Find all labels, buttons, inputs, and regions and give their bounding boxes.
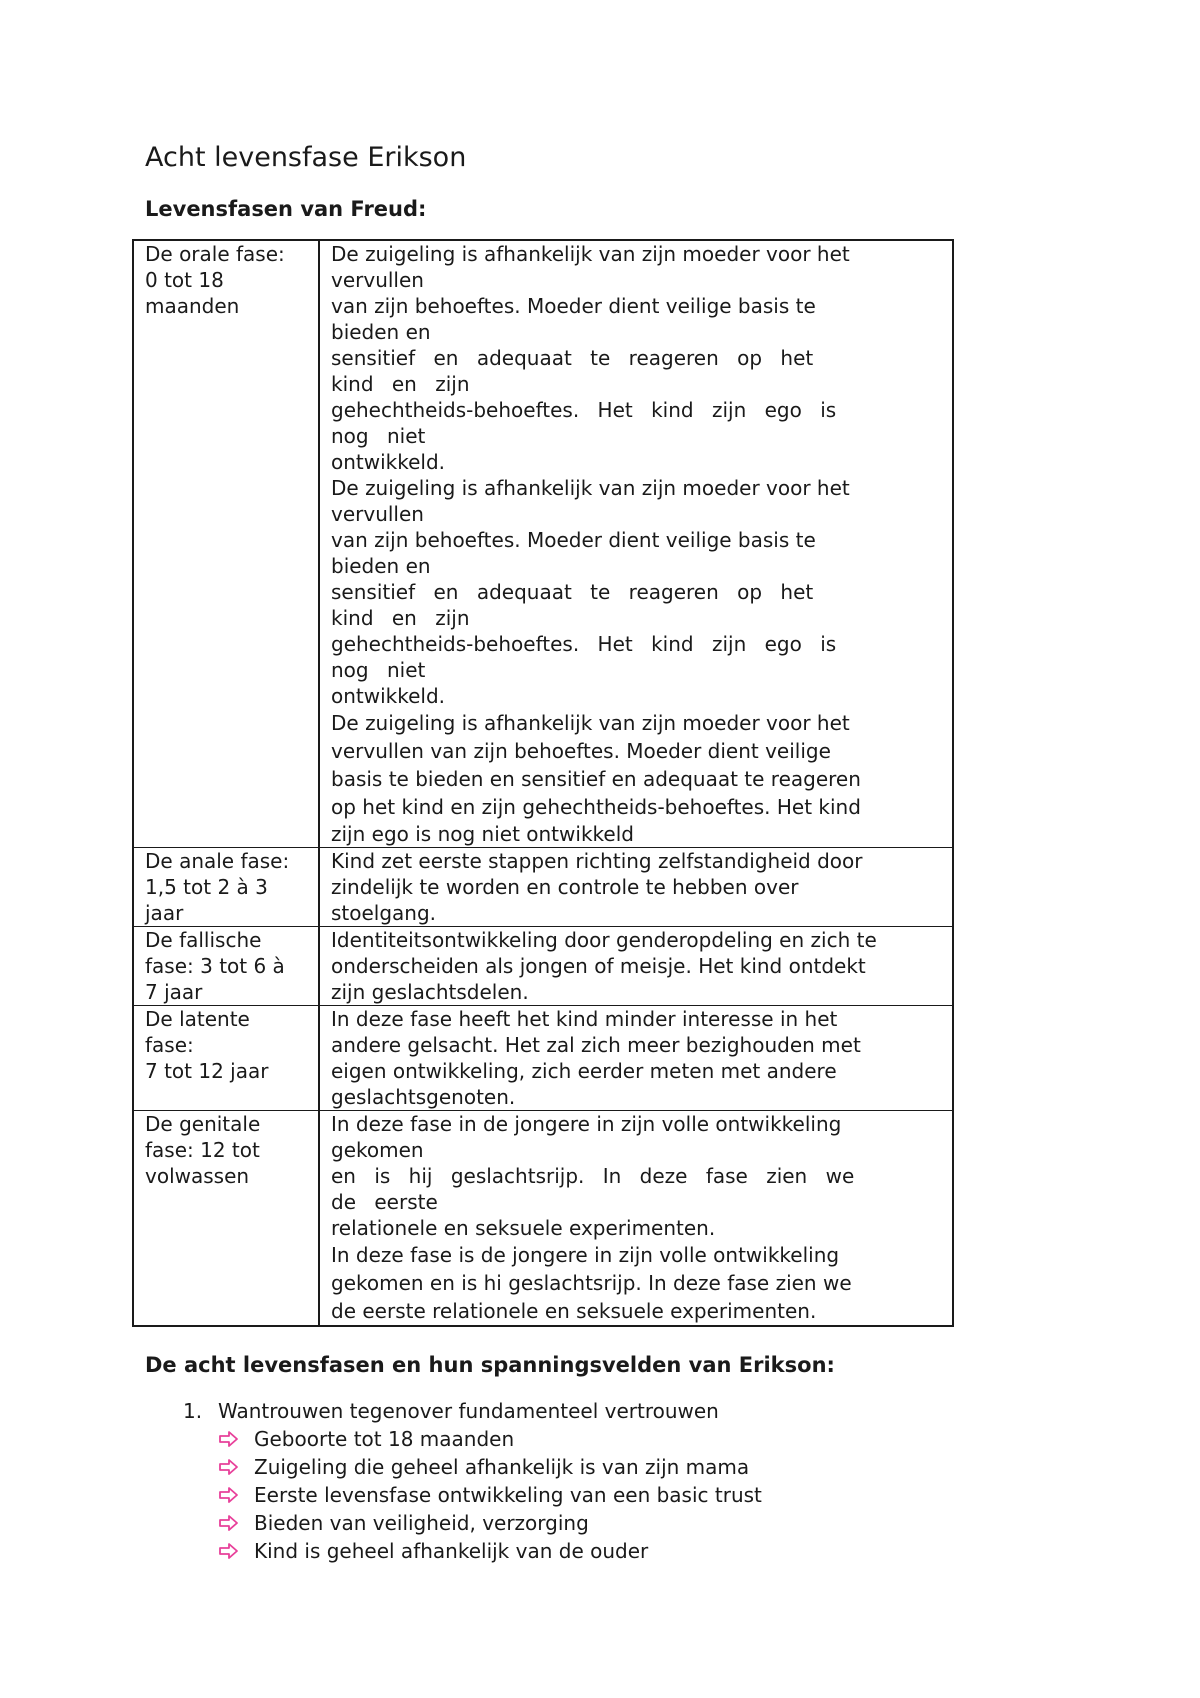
description-line: relationele en seksuele experimenten.	[331, 1216, 716, 1240]
description-line: andere gelsacht. Het zal zich meer bezighouden met	[331, 1033, 861, 1057]
description-line: nog niet	[331, 658, 426, 682]
description-line: de eerste relationele en seksuele experimenten.	[331, 1299, 817, 1323]
stage-title: Wantrouwen tegenover fundamenteel vertrouwen	[218, 1399, 719, 1423]
freud-section-heading: Levensfasen van Freud:	[145, 197, 427, 221]
list-item	[145, 1397, 762, 1565]
phase-description-cell	[319, 240, 953, 848]
description-line: kind en zijn	[331, 372, 470, 396]
description-line: ontwikkeld.	[331, 450, 446, 474]
bullet-text: Zuigeling die geheel afhankelijk is van zijn mama	[254, 1455, 750, 1479]
description-line: De zuigeling is afhankelijk van zijn moeder voor het	[331, 711, 850, 735]
phase-name-cell	[133, 1111, 319, 1327]
list-number: 1.	[183, 1399, 203, 1423]
description-line: In deze fase in de jongere in zijn volle ontwikkeling	[331, 1112, 842, 1136]
description-line: sensitief en adequaat te reageren op het	[331, 346, 814, 370]
description-line: van zijn behoeftes. Moeder dient veilige basis te	[331, 294, 816, 318]
phase-description-cell	[319, 848, 953, 927]
description-line: vervullen	[331, 502, 424, 526]
description-line: stoelgang.	[331, 901, 437, 925]
description-line: vervullen van zijn behoeftes. Moeder dient veilige	[331, 739, 831, 763]
phase-name-line: De genitale	[145, 1112, 261, 1136]
bullet-text: Kind is geheel afhankelijk van de ouder	[254, 1539, 649, 1563]
bullet-text: Eerste levensfase ontwikkeling van een basic trust	[254, 1483, 762, 1507]
phase-name-line: 1,5 tot 2 à 3	[145, 875, 268, 899]
phase-name-line: volwassen	[145, 1164, 250, 1188]
erikson-section-heading: De acht levensfasen en hun spanningsvelden van Erikson:	[145, 1353, 835, 1377]
phase-description-cell	[319, 1006, 953, 1111]
description-line: vervullen	[331, 268, 424, 292]
description-line: gehechtheids-behoeftes. Het kind zijn ego is	[331, 632, 837, 656]
phase-name-line: maanden	[145, 294, 240, 318]
description-line: bieden en	[331, 554, 431, 578]
arrow-right-outline-icon	[218, 1541, 240, 1561]
description-line: ontwikkeld.	[331, 684, 446, 708]
description-line: op het kind en zijn gehechtheids-behoeftes. Het kind	[331, 795, 861, 819]
description-line: geslachtsgenoten.	[331, 1085, 516, 1109]
list-item	[218, 1537, 762, 1565]
description-line: gehechtheids-behoeftes. Het kind zijn ego is	[331, 398, 837, 422]
arrow-right-outline-icon	[218, 1457, 240, 1477]
list-item	[218, 1425, 762, 1453]
list-item	[218, 1509, 762, 1537]
description-line: eigen ontwikkeling, zich eerder meten met andere	[331, 1059, 837, 1083]
phase-name-line: De fallische	[145, 928, 262, 952]
description-line: sensitief en adequaat te reageren op het	[331, 580, 814, 604]
description-line: De zuigeling is afhankelijk van zijn moeder voor het	[331, 242, 850, 266]
phase-name-line: 7 jaar	[145, 980, 203, 1004]
phase-description-cell	[319, 927, 953, 1006]
freud-phases-table	[132, 239, 954, 1327]
page-title: Acht levensfase Erikson	[145, 142, 467, 173]
description-line: zijn ego is nog niet ontwikkeld	[331, 822, 634, 846]
table-row	[133, 848, 953, 927]
list-item	[218, 1481, 762, 1509]
description-line: Kind zet eerste stappen richting zelfstandigheid door	[331, 849, 863, 873]
arrow-right-outline-icon	[218, 1485, 240, 1505]
description-line: zijn geslachtsdelen.	[331, 980, 529, 1004]
arrow-right-outline-icon	[218, 1429, 240, 1449]
description-line: zindelijk te worden en controle te hebben over	[331, 875, 799, 899]
phase-name-cell	[133, 240, 319, 848]
phase-name-line: De orale fase:	[145, 242, 285, 266]
erikson-stage-list	[145, 1397, 762, 1565]
description-line: In deze fase is de jongere in zijn volle ontwikkeling	[331, 1243, 840, 1267]
phase-name-cell	[133, 1006, 319, 1111]
bullet-text: Bieden van veiligheid, verzorging	[254, 1511, 589, 1535]
bullet-text: Geboorte tot 18 maanden	[254, 1427, 515, 1451]
table-row	[133, 1006, 953, 1111]
description-line: De zuigeling is afhankelijk van zijn moeder voor het	[331, 476, 850, 500]
description-line: kind en zijn	[331, 606, 470, 630]
description-line: Identiteitsontwikkeling door genderopdeling en zich te	[331, 928, 877, 952]
description-line: de eerste	[331, 1190, 438, 1214]
table-row	[133, 927, 953, 1006]
phase-name-line: De latente	[145, 1007, 250, 1031]
phase-name-line: 0 tot 18	[145, 268, 224, 292]
phase-description-cell	[319, 1111, 953, 1327]
table-row	[133, 240, 953, 848]
phase-name-line: fase: 12 tot	[145, 1138, 260, 1162]
description-line: van zijn behoeftes. Moeder dient veilige basis te	[331, 528, 816, 552]
phase-name-line: De anale fase:	[145, 849, 290, 873]
description-line: nog niet	[331, 424, 426, 448]
stage-bullet-list	[218, 1425, 762, 1565]
description-line: gekomen	[331, 1138, 424, 1162]
table-row	[133, 1111, 953, 1327]
description-line: In deze fase heeft het kind minder interesse in het	[331, 1007, 838, 1031]
description-line: basis te bieden en sensitief en adequaat te reageren	[331, 767, 861, 791]
description-line: en is hij geslachtsrijp. In deze fase zien we	[331, 1164, 855, 1188]
description-line: bieden en	[331, 320, 431, 344]
phase-name-line: 7 tot 12 jaar	[145, 1059, 269, 1083]
description-line: gekomen en is hi geslachtsrijp. In deze fase zien we	[331, 1271, 852, 1295]
phase-name-cell	[133, 927, 319, 1006]
phase-name-line: fase: 3 tot 6 à	[145, 954, 285, 978]
phase-name-line: fase:	[145, 1033, 194, 1057]
arrow-right-outline-icon	[218, 1513, 240, 1533]
list-item	[218, 1453, 762, 1481]
phase-name-cell	[133, 848, 319, 927]
description-line: onderscheiden als jongen of meisje. Het kind ontdekt	[331, 954, 866, 978]
phase-name-line: jaar	[145, 901, 184, 925]
